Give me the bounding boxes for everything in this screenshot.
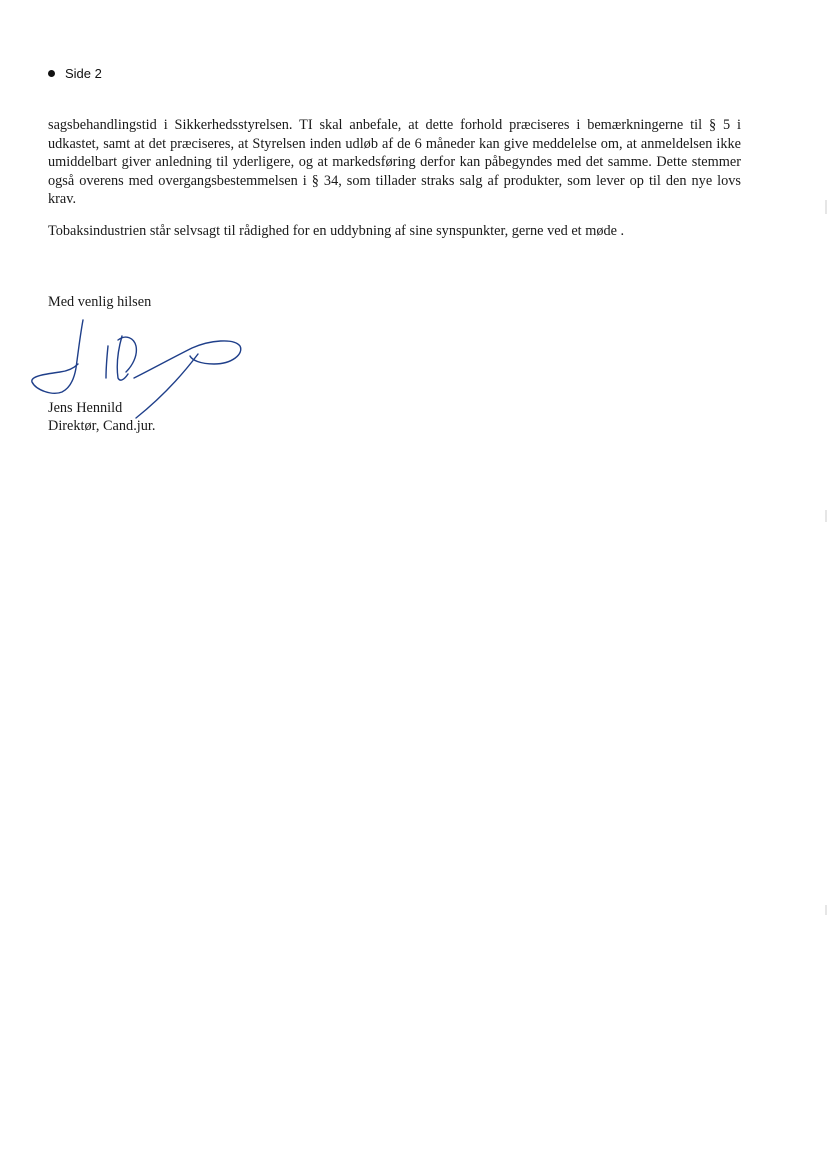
body-paragraph-1: sagsbehandlingstid i Sikkerhedsstyrelsen. TI skal anbefale, at dette forhold præciseres i bemærkningerne til § 5 i udkastet, samt at det præciseres, at Styrelsen inden udløb af de 6 måneder kan give meddelelse om, at anmeldelsen ikke umiddelbart giver anledning til yderligere, og at markedsføring derfor kan påbegyndes med det samme. Dette stemmer også overens med overgangsbestemmelsen i § 34, som tillader straks salg af produkter, som lever op til den nye lovs krav. xyxy=(48,117,741,208)
body-paragraph-2: Tobaksindustrien står selvsagt til rådighed for en uddybning af sine synspunkter, gerne ved et møde . xyxy=(48,223,625,239)
page-number-label: Side 2 xyxy=(65,66,102,81)
bullet-icon xyxy=(48,70,55,77)
page-header xyxy=(48,66,102,81)
signer-title: Direktør, Cand.jur. xyxy=(48,418,156,434)
signer-name: Jens Hennild xyxy=(48,400,123,416)
closing-greeting: Med venlig hilsen xyxy=(48,294,152,310)
handwritten-signature xyxy=(26,316,246,432)
